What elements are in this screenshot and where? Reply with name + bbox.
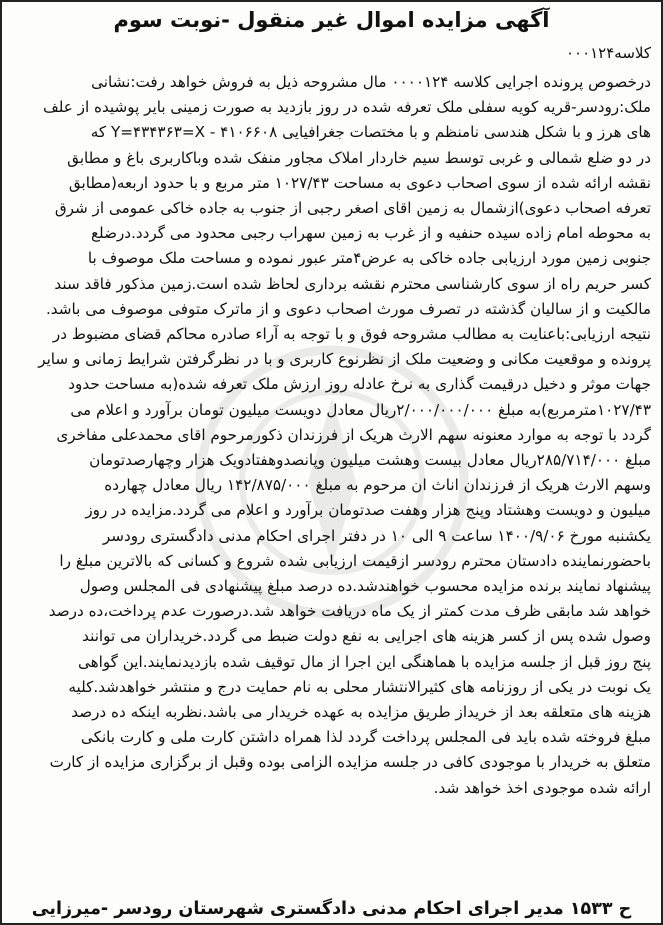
body-line: ارائه شده موجودی اخذ خواهد شد. [433,778,651,797]
body-line: جهات موثر و دخیل درقیمت گذاری به نرخ عادله روز ارزش ملک تعرفه شده(به مساحت حدود [68,375,651,394]
body-line: نتیجه ارزیابی:باعنایت به مطالب مشروحه فوق و با توجه به آراء صادره محاکم قضای مضبوط در [52,325,651,344]
body-line: وصول شده پس از کسر هزینه های اجرایی به نفع دولت ضبط می گردد.خریداران می توانند [82,627,651,646]
case-number: کلاسه۰۰۰۱۲۴ [565,44,651,62]
body-line: باحضورنماینده دادستان محترم رودسر ازقیمت ارزیابی شده شروع و کسانی که بالاترین مبلغ را [59,551,651,570]
body-line: پیشنهاد نمایند برنده مزایده محسوب خواهندشد.ده درصد مبلغ پیشنهادی فی المجلس وصول [79,577,651,596]
body-line: مبلغ ۲۸۵/۷۱۴/۰۰۰ریال معادل بیست وهشت میلیون وپانصدوهفتادویک هزار وچهارصدتومان [89,451,651,470]
body-line: ملک:رودسر-قریه کویه سفلی ملک تعرفه شده در روز بازدید به صورت زمینی بایر پوشیده از علف [42,98,651,117]
body-line: میلیون و دویست وهشتاد وپنج هزار وهفت صدتومان برآورد و اعلام می گردد.مزایده در روز [85,501,651,520]
body-line: خواهد شد مابقی ظرف مدت کمتر از یک ماه دریافت خواهد شد.درصورت عدم پرداخت،ده درصد [48,602,651,621]
body-line: تعرفه اصحاب دعوی)ازشمال به زمین اقای اصغر رجبی از جنوب به جاده خاکی عمومی از شرق [54,199,651,218]
notice-signature: ح ۱۵۳۳ مدیر اجرای احکام مدنی دادگستری شهرستان رودسر -میرزایی [31,899,632,919]
body-line: پرونده و موقعیت مکانی و وضعیت ملک از نظرنوع کاربری و با در نظرگرفتن شرایط زمانی و سایر [38,350,651,369]
body-line: در دو ضلع شمالی و غربی توسط سیم خاردار املاک مجاور منفک شده وباکاربری باغ و مطابق [67,148,651,167]
notice-body [10,70,651,801]
body-line: هزینه های متعلقه بعد از خریداز طریق مزایده به عهده خریدار می باشد.نظربه اینکه ده درصد [71,703,651,722]
notice-title: آگهی مزایده اموال غیر منقول -نوبت سوم [113,8,550,32]
body-line: وسهم الارث هریک از فرزندان اناث ان مرحوم به مبلغ ۱۴۲/۸۷۵/۰۰۰ ریال معادل چهارده [104,476,651,495]
body-line: نقشه ارائه شده از سوی اصحاب دعوی به مساحت ۱۰۲۷/۴۳ متر مربع و با حدود اربعه(مطابق [68,173,651,192]
body-line: های هرز و با شکل هندسی نامنظم و با مختصات جغرافیایی ۴۱۰۶۶۰۸ - Y=۴۳۴۳۶۳=X که [90,123,651,142]
body-line: ۱۰۲۷/۴۳مترمربع)به مبلغ ۲/۰۰۰/۰۰۰/۰۰۰ریال معادل دویست میلیون تومان برآورد و اعلام می [70,400,651,419]
body-line: گردد با توجه به موارد معنونه سهم الارث هریک از فرزندان ذکورمرحوم اقای محمدعلی مفاخری [56,425,651,444]
body-line: پنج روز قبل از جلسه مزایده با هماهنگی این اجرا از مال توقیف شده بازدیدنمایند.این گواهی [77,652,651,671]
body-line: مبلغ فروخته شده باید فی المجلس پرداخت گردد لذا همراه داشتن کارت ملی و کارت بانکی [80,728,651,747]
body-line: جنوبی زمین مورد ارزیابی جاده خاکی به عرض۴متر عبور نموده و مساحت ملک موصوف با [87,249,651,268]
body-line: متعلق به خریدار با موجودی کافی در جلسه مزایده الزامی بوده وقبل از برگزاری مزایده از کارت [49,753,651,772]
body-line: یکشنبه مورخ ۱۴۰۰/۹/۰۶ ساعت ۹ الی ۱۰ در دفتر اجرای احکام مدنی دادگستری رودسر [102,526,651,545]
body-line: یک نوبت در یکی از روزنامه های کثیرالانتشار محلی به نام حمایت درج و منتشر خواهدشد.کلیه [68,677,651,696]
body-line: درخصوص پرونده اجرایی کلاسه ۰۰۰۰۱۲۴ مال مشروحه ذیل به فروش خواهد رفت:نشانی [91,73,651,91]
body-line: مالکیت و از سالیان گذشته در تصرف مورث اصحاب دعوی و از ماترک متوفی موصوف می باشد. [45,299,651,318]
body-line: کسر حریم راه از سوی کارشناسی محترم نقشه برداری لحاظ شده است.زمین مذکور فاقد سند [54,274,651,293]
body-line: به محوطه امام زاده سیده حنفیه و از غرب به زمین سهراب رجبی محدود می گردد.درضلع [90,224,651,243]
